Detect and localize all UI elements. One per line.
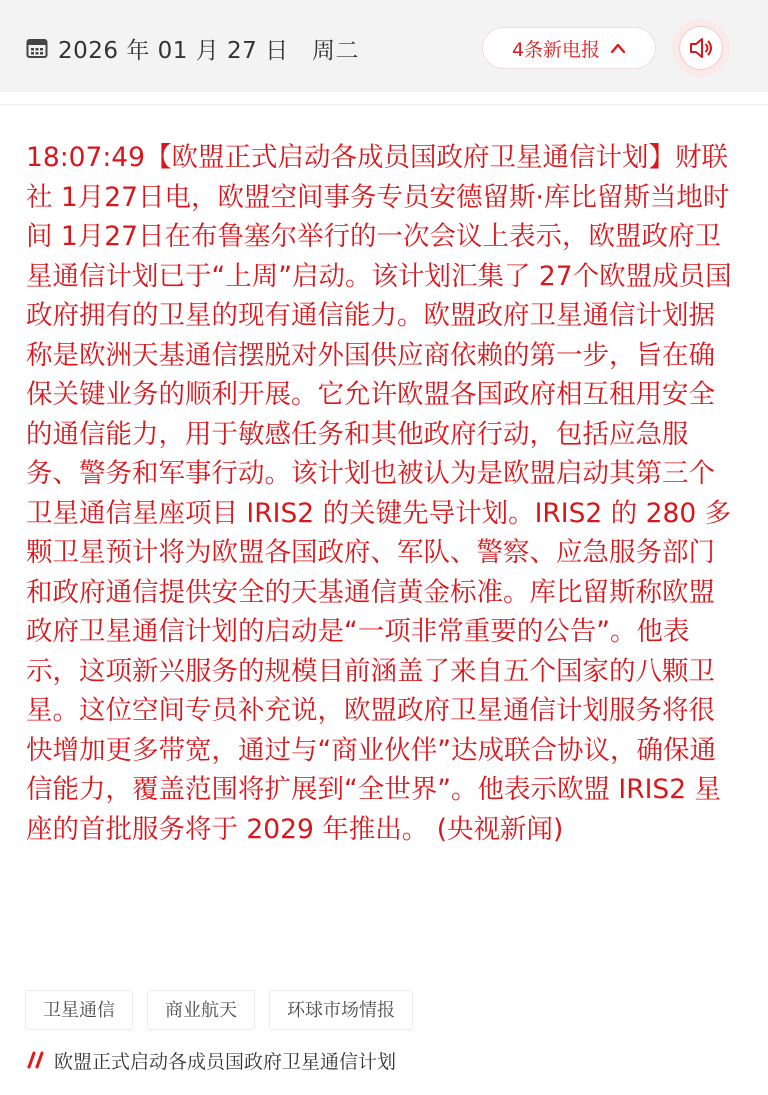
calendar-icon (26, 37, 48, 59)
double-slash-icon (26, 1051, 46, 1069)
new-telegrams-label: 4条新电报 (511, 38, 601, 61)
tag-list (25, 990, 413, 1030)
topic-link[interactable] (26, 1046, 396, 1074)
telegraph-article (26, 138, 738, 849)
speaker-volume-icon (688, 36, 714, 60)
speaker-inner (679, 26, 723, 70)
date-text: 2026 年 01 月 27 日 周二 (58, 37, 360, 64)
tag-global-market-intel[interactable]: 环球市场情报 (269, 990, 413, 1030)
date-display (26, 30, 359, 66)
header-divider (0, 104, 768, 105)
chevron-up-icon (610, 42, 626, 54)
speaker-button[interactable] (672, 19, 730, 77)
article-title: 【欧盟正式启动各成员国政府卫星通信计划】 (145, 142, 676, 173)
article-body: 财联社 1月27日电，欧盟空间事务专员安德留斯·库比留斯当地时间 1月27日在布鲁塞尔举行的一次会议上表示，欧盟政府卫星通信计划已于“上周”启动。该计划汇集了 27个欧盟成员国政府拥有的卫星的现有通信能力。欧盟政府卫星通信计划据称是欧洲天基通信摆脱对外国供应商依赖的第一步，旨在确保关键业务的顺利开展。它允许欧盟各国政府相互租用安全的通信能力，用于敏感任务和其他政府行动，包括应急服务、警务和军事行动。该计划也被认为是欧盟启动其第三个卫星通信星座项目 IRIS2 的关键先导计划。IRIS2 的 280 多颗卫星预计将为欧盟各国政府、军队、警察、应急服务部门和政府通信提供安全的天基通信黄金标准。库比留斯称欧盟政府卫星通信计划的启动是“一项非常重要的公告”。他表示，这项新兴服务的规模目前涵盖了来自五个国家的八颗卫星。这位空间专员补充说，欧盟政府卫星通信计划服务将很快增加更多带宽，通过与“商业伙伴”达成联合协议，确保通信能力，覆盖范围将扩展到“全世界”。他表示欧盟 IRIS2 星座的首批服务将于 2029 年推出。 (央视新闻) (26, 142, 732, 845)
topic-label: 欧盟正式启动各成员国政府卫星通信计划 (54, 1050, 397, 1073)
header-bar (0, 0, 768, 92)
new-telegrams-button[interactable] (482, 27, 656, 69)
tag-satellite-communication[interactable]: 卫星通信 (25, 990, 133, 1030)
article-time: 18:07:49 (26, 142, 146, 173)
tag-commercial-aerospace[interactable]: 商业航天 (147, 990, 255, 1030)
